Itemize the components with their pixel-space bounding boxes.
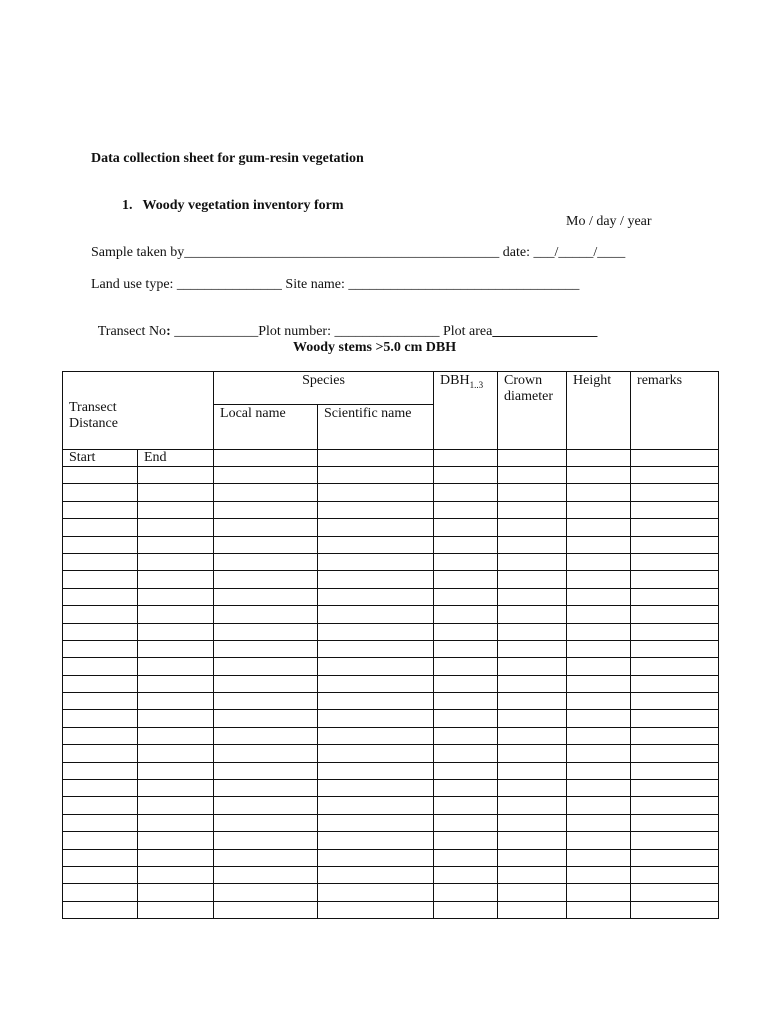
table-cell[interactable] xyxy=(63,884,138,901)
table-cell[interactable] xyxy=(498,519,567,536)
table-cell[interactable] xyxy=(63,762,138,779)
dbh-subscript: 1..3 xyxy=(469,379,484,390)
table-cell[interactable] xyxy=(631,901,719,918)
transect-no-label: Transect No xyxy=(97,324,167,339)
table-cell[interactable] xyxy=(318,588,434,605)
table-row xyxy=(63,536,719,553)
table-cell[interactable] xyxy=(498,623,567,640)
table-cell[interactable] xyxy=(318,450,434,467)
table-cell[interactable] xyxy=(567,727,631,744)
table-cell[interactable] xyxy=(434,623,498,640)
table-cell[interactable] xyxy=(214,849,318,866)
table-cell[interactable] xyxy=(498,640,567,657)
table-cell[interactable] xyxy=(318,536,434,553)
plot-area-blank[interactable]: _______________ xyxy=(492,324,598,339)
table-cell[interactable] xyxy=(631,640,719,657)
table-row xyxy=(63,693,719,710)
table-cell[interactable] xyxy=(63,553,138,570)
table-cell[interactable] xyxy=(567,901,631,918)
table-cell[interactable] xyxy=(63,519,138,536)
table-cell[interactable] xyxy=(318,780,434,797)
table-cell[interactable] xyxy=(318,745,434,762)
table-cell[interactable] xyxy=(631,745,719,762)
table-cell[interactable] xyxy=(214,814,318,831)
table-cell[interactable] xyxy=(214,467,318,484)
table-cell[interactable] xyxy=(318,832,434,849)
table-cell[interactable] xyxy=(498,536,567,553)
table-cell[interactable] xyxy=(498,658,567,675)
table-cell[interactable] xyxy=(318,849,434,866)
table-cell[interactable] xyxy=(63,606,138,623)
table-row xyxy=(63,623,719,640)
table-cell[interactable] xyxy=(138,797,214,814)
table-cell[interactable] xyxy=(434,866,498,883)
table-cell[interactable] xyxy=(318,553,434,570)
table-cell[interactable] xyxy=(498,849,567,866)
table-cell[interactable] xyxy=(567,501,631,518)
table-cell[interactable] xyxy=(63,640,138,657)
table-cell[interactable] xyxy=(434,658,498,675)
table-cell[interactable] xyxy=(318,519,434,536)
table-caption: Woody stems >5.0 cm DBH xyxy=(293,340,457,355)
table-cell[interactable] xyxy=(138,693,214,710)
table-row xyxy=(63,675,719,692)
plot-fields: ____________Plot number: _______________ Plot area xyxy=(170,324,493,339)
table-cell[interactable] xyxy=(63,832,138,849)
table-cell[interactable] xyxy=(318,623,434,640)
table-cell[interactable] xyxy=(214,501,318,518)
table-cell[interactable] xyxy=(631,797,719,814)
table-cell[interactable] xyxy=(631,571,719,588)
table-cell[interactable] xyxy=(138,901,214,918)
table-cell[interactable] xyxy=(567,588,631,605)
table-cell[interactable] xyxy=(138,467,214,484)
table-cell[interactable] xyxy=(214,797,318,814)
table-cell[interactable] xyxy=(567,710,631,727)
table-cell[interactable] xyxy=(434,606,498,623)
table-cell[interactable] xyxy=(214,536,318,553)
table-cell[interactable] xyxy=(214,832,318,849)
table-cell[interactable] xyxy=(567,519,631,536)
sample-taken-line[interactable]: Sample taken by_____________________________________________ date: ___/_____/____ xyxy=(91,245,626,260)
table-cell[interactable] xyxy=(498,675,567,692)
table-cell[interactable] xyxy=(318,484,434,501)
crown-diameter-header: Crown diameter xyxy=(498,372,567,450)
table-cell[interactable] xyxy=(434,884,498,901)
table-cell[interactable] xyxy=(498,484,567,501)
table-cell[interactable] xyxy=(63,780,138,797)
table-cell[interactable] xyxy=(138,640,214,657)
table-cell[interactable] xyxy=(138,571,214,588)
table-cell[interactable] xyxy=(631,884,719,901)
table-cell[interactable] xyxy=(498,588,567,605)
table-cell[interactable] xyxy=(318,640,434,657)
table-cell[interactable] xyxy=(138,780,214,797)
table-cell[interactable] xyxy=(631,501,719,518)
table-cell[interactable] xyxy=(214,606,318,623)
table-cell[interactable] xyxy=(63,901,138,918)
table-row xyxy=(63,780,719,797)
table-cell[interactable] xyxy=(567,571,631,588)
table-cell[interactable] xyxy=(498,710,567,727)
table-cell[interactable] xyxy=(434,745,498,762)
table-row xyxy=(63,519,719,536)
table-row xyxy=(63,832,719,849)
table-cell[interactable] xyxy=(631,710,719,727)
table-cell[interactable] xyxy=(434,727,498,744)
table-cell[interactable] xyxy=(567,693,631,710)
table-cell[interactable] xyxy=(631,623,719,640)
table-cell[interactable] xyxy=(631,675,719,692)
table-cell[interactable] xyxy=(318,814,434,831)
table-cell[interactable] xyxy=(631,553,719,570)
table-cell[interactable] xyxy=(214,484,318,501)
table-cell[interactable] xyxy=(63,588,138,605)
table-row xyxy=(63,640,719,657)
table-cell[interactable] xyxy=(214,884,318,901)
table-cell[interactable] xyxy=(631,588,719,605)
table-cell[interactable] xyxy=(214,588,318,605)
table-cell[interactable] xyxy=(138,658,214,675)
table-cell[interactable] xyxy=(567,866,631,883)
table-cell[interactable] xyxy=(63,814,138,831)
table-cell[interactable] xyxy=(567,606,631,623)
table-cell[interactable] xyxy=(567,884,631,901)
table-cell[interactable] xyxy=(63,536,138,553)
table-cell[interactable] xyxy=(498,797,567,814)
table-cell[interactable] xyxy=(498,780,567,797)
table-cell[interactable] xyxy=(434,797,498,814)
transect-distance-header xyxy=(63,372,214,450)
table-row xyxy=(63,571,719,588)
table-cell[interactable] xyxy=(631,658,719,675)
table-cell[interactable] xyxy=(567,814,631,831)
dbh-header: $DBH_{1..3}$ xyxy=(434,372,498,450)
table-cell[interactable] xyxy=(498,450,567,467)
table-cell[interactable] xyxy=(63,571,138,588)
table-cell[interactable] xyxy=(498,501,567,518)
table-cell[interactable] xyxy=(318,901,434,918)
table-cell[interactable] xyxy=(63,467,138,484)
table-cell[interactable] xyxy=(498,762,567,779)
table-cell[interactable] xyxy=(498,814,567,831)
table-cell[interactable] xyxy=(434,675,498,692)
table-cell[interactable] xyxy=(318,606,434,623)
transect-line[interactable] xyxy=(91,308,597,340)
table-cell[interactable] xyxy=(434,450,498,467)
table-cell[interactable] xyxy=(214,866,318,883)
table-cell[interactable] xyxy=(318,866,434,883)
table-cell[interactable] xyxy=(318,693,434,710)
table-cell[interactable] xyxy=(214,745,318,762)
table-cell[interactable] xyxy=(318,675,434,692)
table-cell[interactable] xyxy=(214,519,318,536)
local-name-header: Local name xyxy=(214,405,318,450)
table-row xyxy=(63,553,719,570)
table-cell[interactable] xyxy=(138,745,214,762)
table-cell[interactable] xyxy=(138,484,214,501)
table-cell[interactable] xyxy=(318,710,434,727)
table-cell[interactable] xyxy=(631,849,719,866)
table-cell[interactable] xyxy=(434,901,498,918)
table-cell[interactable] xyxy=(567,640,631,657)
table-cell[interactable] xyxy=(214,675,318,692)
table-cell[interactable] xyxy=(567,658,631,675)
section-number: 1. xyxy=(122,198,133,213)
table-cell[interactable] xyxy=(567,745,631,762)
table-cell[interactable] xyxy=(63,501,138,518)
table-cell[interactable] xyxy=(567,536,631,553)
table-cell[interactable] xyxy=(567,832,631,849)
table-row xyxy=(63,884,719,901)
table-cell[interactable] xyxy=(498,467,567,484)
table-cell[interactable] xyxy=(631,762,719,779)
table-cell[interactable] xyxy=(631,536,719,553)
blank-rows xyxy=(63,467,719,919)
table-row xyxy=(63,501,719,518)
table-cell[interactable] xyxy=(434,501,498,518)
table-cell[interactable] xyxy=(318,727,434,744)
table-cell[interactable] xyxy=(434,814,498,831)
table-cell[interactable] xyxy=(214,623,318,640)
table-cell[interactable] xyxy=(631,832,719,849)
table-cell[interactable] xyxy=(567,797,631,814)
table-cell[interactable] xyxy=(434,849,498,866)
table-row xyxy=(63,814,719,831)
table-cell[interactable] xyxy=(138,588,214,605)
table-cell[interactable] xyxy=(434,467,498,484)
table-cell[interactable] xyxy=(631,727,719,744)
table-cell[interactable] xyxy=(631,693,719,710)
table-cell[interactable] xyxy=(567,849,631,866)
table-cell[interactable] xyxy=(567,623,631,640)
table-cell[interactable] xyxy=(63,484,138,501)
table-cell[interactable] xyxy=(318,762,434,779)
table-cell[interactable] xyxy=(214,762,318,779)
table-cell[interactable] xyxy=(631,814,719,831)
table-cell[interactable] xyxy=(63,849,138,866)
table-cell[interactable] xyxy=(498,832,567,849)
table-cell[interactable] xyxy=(498,553,567,570)
table-cell[interactable] xyxy=(138,675,214,692)
remarks-header: remarks xyxy=(631,372,719,450)
table-cell[interactable] xyxy=(138,884,214,901)
table-cell[interactable] xyxy=(138,866,214,883)
table-cell[interactable] xyxy=(63,866,138,883)
distance-label: Distance xyxy=(69,416,118,431)
table-cell[interactable] xyxy=(434,780,498,797)
table-cell[interactable] xyxy=(498,745,567,762)
table-cell[interactable] xyxy=(631,484,719,501)
table-cell[interactable] xyxy=(138,501,214,518)
table-cell[interactable] xyxy=(434,710,498,727)
table-cell[interactable] xyxy=(498,901,567,918)
table-cell[interactable] xyxy=(318,658,434,675)
table-cell[interactable] xyxy=(63,710,138,727)
table-cell[interactable] xyxy=(631,606,719,623)
table-cell[interactable] xyxy=(63,727,138,744)
table-cell[interactable] xyxy=(214,727,318,744)
table-row xyxy=(63,606,719,623)
table-row xyxy=(63,745,719,762)
table-row xyxy=(63,588,719,605)
table-row xyxy=(63,484,719,501)
table-row xyxy=(63,710,719,727)
table-row xyxy=(63,727,719,744)
table-cell[interactable] xyxy=(567,780,631,797)
table-cell[interactable] xyxy=(434,484,498,501)
table-cell[interactable] xyxy=(434,588,498,605)
table-cell[interactable] xyxy=(138,814,214,831)
table-cell[interactable] xyxy=(434,536,498,553)
table-cell[interactable] xyxy=(214,450,318,467)
table-cell[interactable] xyxy=(498,727,567,744)
table-cell[interactable] xyxy=(138,762,214,779)
table-cell[interactable] xyxy=(567,762,631,779)
table-cell[interactable] xyxy=(434,519,498,536)
table-row xyxy=(63,797,719,814)
table-cell[interactable] xyxy=(318,501,434,518)
table-cell[interactable] xyxy=(63,745,138,762)
table-cell[interactable] xyxy=(138,553,214,570)
table-cell[interactable] xyxy=(631,866,719,883)
inventory-table xyxy=(62,371,719,919)
table-cell[interactable] xyxy=(567,484,631,501)
table-row xyxy=(63,866,719,883)
table-cell[interactable] xyxy=(63,623,138,640)
end-header: End xyxy=(138,450,214,467)
table-cell[interactable] xyxy=(138,519,214,536)
table-cell[interactable] xyxy=(631,450,719,467)
table-cell[interactable] xyxy=(498,606,567,623)
form-title: Data collection sheet for gum-resin vegetation xyxy=(91,151,364,166)
table-cell[interactable] xyxy=(214,693,318,710)
table-row xyxy=(63,467,719,484)
table-cell[interactable] xyxy=(631,780,719,797)
scientific-name-header: Scientific name xyxy=(318,405,434,450)
transect-label: Transect xyxy=(69,400,117,415)
table-cell[interactable] xyxy=(434,762,498,779)
table-cell[interactable] xyxy=(318,467,434,484)
table-cell[interactable] xyxy=(498,571,567,588)
start-header: Start xyxy=(63,450,138,467)
table-cell[interactable] xyxy=(434,571,498,588)
date-format-label: Mo / day / year xyxy=(566,214,652,229)
table-cell[interactable] xyxy=(498,693,567,710)
table-cell[interactable] xyxy=(63,658,138,675)
table-cell[interactable] xyxy=(214,553,318,570)
table-cell[interactable] xyxy=(631,519,719,536)
table-cell[interactable] xyxy=(63,797,138,814)
table-cell[interactable] xyxy=(567,467,631,484)
table-cell[interactable] xyxy=(434,640,498,657)
table-cell[interactable] xyxy=(434,553,498,570)
table-cell[interactable] xyxy=(434,832,498,849)
section-title: Woody vegetation inventory form xyxy=(142,198,344,213)
height-header: Height xyxy=(567,372,631,450)
table-cell[interactable] xyxy=(318,797,434,814)
table-row xyxy=(63,849,719,866)
table-cell[interactable] xyxy=(138,849,214,866)
table-cell[interactable] xyxy=(138,727,214,744)
table-cell[interactable] xyxy=(567,553,631,570)
section-heading xyxy=(115,182,344,214)
table-cell[interactable] xyxy=(434,693,498,710)
table-cell[interactable] xyxy=(498,884,567,901)
table-cell[interactable] xyxy=(318,571,434,588)
table-cell[interactable] xyxy=(498,866,567,883)
table-cell[interactable] xyxy=(318,884,434,901)
table-cell[interactable] xyxy=(631,467,719,484)
table-cell[interactable] xyxy=(63,693,138,710)
table-cell[interactable] xyxy=(138,606,214,623)
table-cell[interactable] xyxy=(138,536,214,553)
table-cell[interactable] xyxy=(138,832,214,849)
table-cell[interactable] xyxy=(214,640,318,657)
table-cell[interactable] xyxy=(214,780,318,797)
table-cell[interactable] xyxy=(138,623,214,640)
table-cell[interactable] xyxy=(214,710,318,727)
table-cell[interactable] xyxy=(63,675,138,692)
table-row xyxy=(63,901,719,918)
table-cell[interactable] xyxy=(214,658,318,675)
table-cell[interactable] xyxy=(567,450,631,467)
table-row xyxy=(63,762,719,779)
species-header: Species xyxy=(214,372,434,405)
table-cell[interactable] xyxy=(567,675,631,692)
transect-colon: : xyxy=(166,324,171,339)
table-cell[interactable] xyxy=(214,901,318,918)
table-cell[interactable] xyxy=(138,710,214,727)
table-row xyxy=(63,658,719,675)
table-cell[interactable] xyxy=(214,571,318,588)
land-use-line[interactable]: Land use type: _______________ Site name: _________________________________ xyxy=(91,277,580,292)
